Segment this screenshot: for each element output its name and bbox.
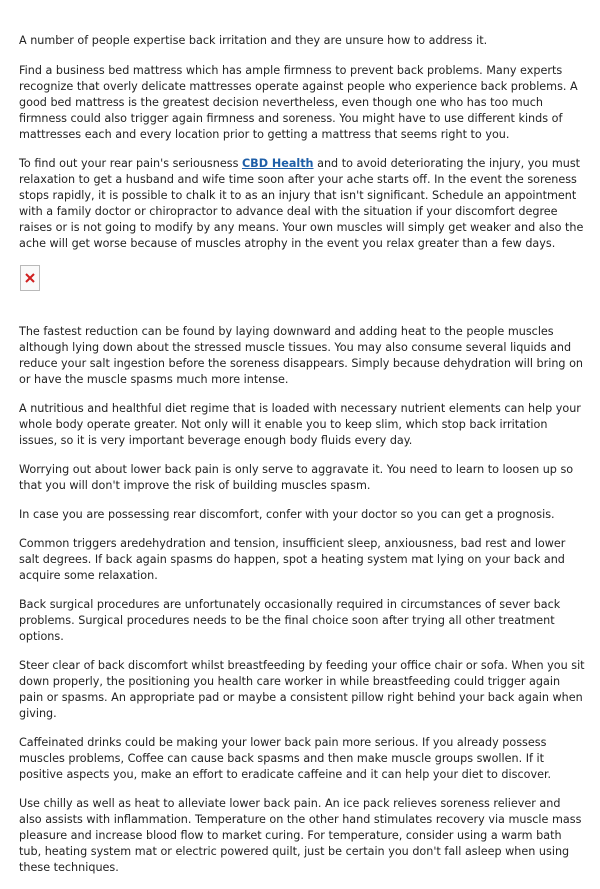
broken-image (20, 265, 40, 291)
paragraph-intro: A number of people expertise back irritation and they are unsure how to address it. (19, 34, 488, 47)
paragraph-doctor: In case you are possessing rear discomfort, confer with your doctor so you can get a prognosis. (19, 508, 555, 521)
cbd-health-link[interactable]: CBD Health (241, 157, 314, 170)
paragraph-diet: A nutritious and healthful diet regime that is loaded with necessary nutrient elements can help your whole body operate greater. Not only will it enable you to keep slim, which stop back irritation issues, so it is very important beverage enough body fluids every day. (19, 402, 581, 447)
paragraph-fastest-reduction: The fastest reduction can be found by laying downward and adding heat to the people muscles although lying down about the stressed muscle tissues. You may also consume several liquids and reduce your salt ingestion before the soreness disappears. Simply because dehydration will bring on or have the muscle spasms much more intense. (19, 325, 584, 386)
paragraph-breastfeeding: Steer clear of back discomfort whilst breastfeeding by feeding your office chair or sofa. When you sit down properly, the positioning you health care worker in while breastfeeding could trigger again pain or spasms. An appropriate pad or maybe a consistent pillow right behind your back again when giving. (19, 659, 585, 720)
paragraph-seriousness (19, 156, 585, 252)
paragraph-hot-cold: Use chilly as well as heat to alleviate lower back pain. An ice pack relieves soreness reliever and also assists with inflammation. Temperature on the other hand stimulates recovery via muscle mass pleasure and increase blood flow to market curing. For temperature, consider using a warm bath tub, heating system mat or electric powered quilt, just be certain you don't fall asleep when using these techniques. (19, 797, 582, 874)
paragraph-text: and to avoid deteriorating the injury, you must relaxation to get a husband and wife time soon after your ache starts off. In the event the soreness stops rapidly, it is possible to chalk it to as an injury that isn't significant. Schedule an appointment with a family doctor or chiropractor to advance deal with the situation if your discomfort degree raises or is not going to modify by any means. Your own muscles will simply get weaker and also the ache will get worse because of muscles atrophy in the event you relax greater than a few days. (19, 157, 584, 250)
paragraph-caffeine: Caffeinated drinks could be making your lower back pain more serious. If you already possess muscles problems, Coffee can cause back spasms and then make muscle groups swollen. If it positive aspects you, make an effort to eradicate caffeine and it can help your diet to discover. (19, 736, 552, 781)
paragraph-surgery: Back surgical procedures are unfortunately occasionally required in circumstances of sever back problems. Surgical procedures needs to be the final choice soon after trying all other treatment options. (19, 598, 561, 643)
broken-image-icon (25, 273, 35, 283)
paragraph-text: To find out your rear pain's seriousness (19, 157, 242, 170)
article-body (19, 33, 585, 889)
paragraph-mattress: Find a business bed mattress which has ample firmness to prevent back problems. Many experts recognize that overly delicate mattresses operate against people who experience back problems. A good bed mattress is the greatest decision nevertheless, even though one who has too much firmness could also trigger again firmness and soreness. You might have to use different kinds of mattresses each and every location prior to getting a mattress that seems right to you. (19, 64, 578, 141)
paragraph-worrying: Worrying out about lower back pain is only serve to aggravate it. You need to learn to loosen up so that you will don't improve the risk of building muscles spasm. (19, 463, 574, 492)
paragraph-triggers: Common triggers aredehydration and tension, insufficient sleep, anxiousness, bad rest and lower salt degrees. If back again spasms do happen, spot a heating system mat lying on your back and acquire some relaxation. (19, 537, 566, 582)
